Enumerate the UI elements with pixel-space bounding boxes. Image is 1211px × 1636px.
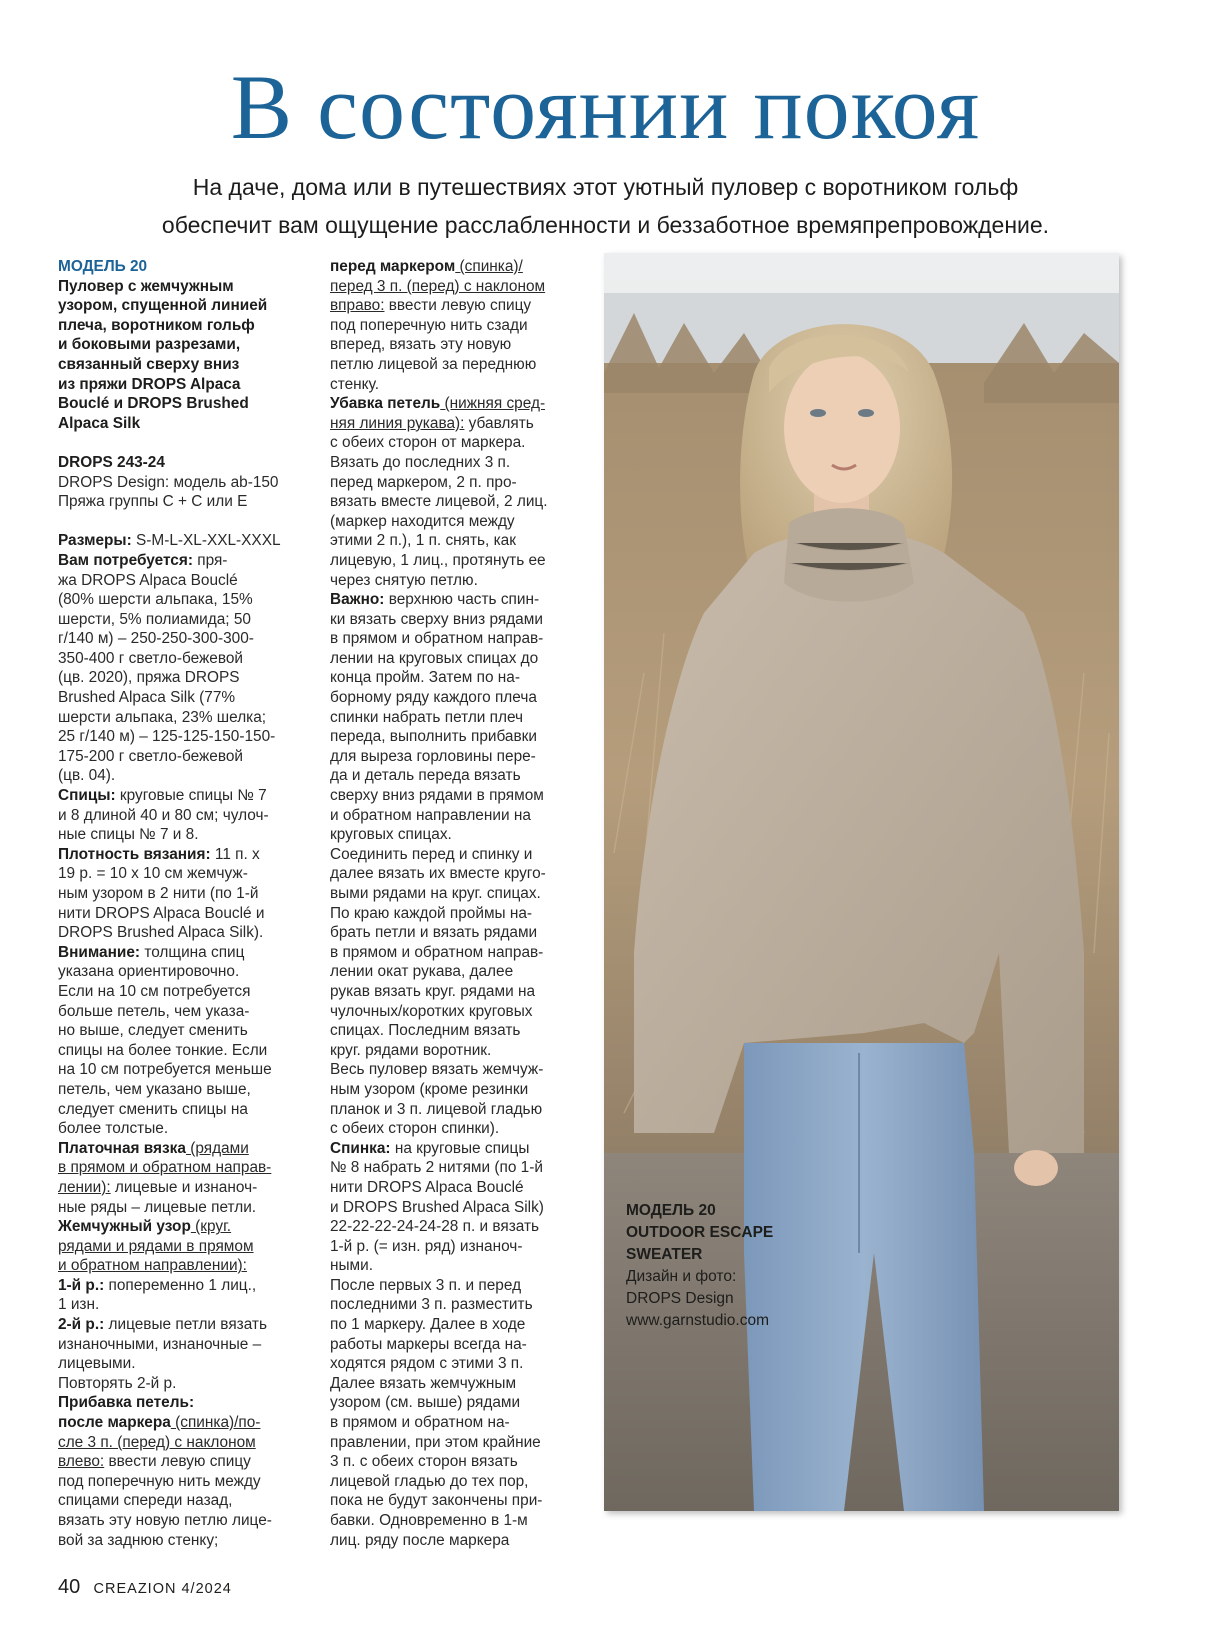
back-piece: Спинка: на круговые спицы № 8 набрать 2 нитями (по 1-й нити DROPS Alpaca Bouclé и DROPS Brushed Alpaca Silk) 22-22-22-24-24-28 п. и вязать 1-й р. (= изн. ряд) изнаноч- ными. После первых 3 п. и перед последними 3 п. разместить по 1 маркеру. Далее в ходе работы маркеры всегда на- ходятся рядом с этими 3 п. Далее вязать жемчужным узором (см. выше) рядами в прямом и обратном на- правлении, при этом крайние 3 п. с обеих сторон вязать лицевой гладью до тех пор, пока не будут закончены при- бавки. Одновременно в 1-м лиц. ряду после маркера bbox=[330, 1139, 544, 1549]
page-number: 40 bbox=[58, 1576, 81, 1598]
row-2: 2-й р.: лицевые петли вязать изнаночными, изнаночные – лицевыми. Повторять 2-й р. bbox=[58, 1316, 267, 1392]
lead-paragraph bbox=[100, 168, 1111, 244]
caption-url[interactable]: www.garnstudio.com bbox=[626, 1312, 770, 1329]
row-1: 1-й р.: попеременно 1 лиц., 1 изн. bbox=[58, 1276, 257, 1314]
text-column-1 bbox=[58, 257, 308, 1550]
lead-line: обеспечит вам ощущение расслабленности и беззаботное времяпрепровождение. bbox=[161, 212, 1050, 238]
caption-brand: DROPS Design bbox=[626, 1290, 734, 1307]
seed-stitch: Жемчужный узор (круг. рядами и рядами в прямом и обратном направлении): bbox=[58, 1218, 254, 1275]
gauge: Плотность вязания: 11 п. х 19 р. = 10 х 10 см жемчуж- ным узором в 2 нити (по 1-й нити DROPS Alpaca Bouclé и DROPS Brushed Alpaca Silk). bbox=[58, 845, 265, 942]
lead-line: На даче, дома или в путешествиях этот уютный пуловер с воротником гольф bbox=[192, 174, 1019, 200]
sizes: Размеры: S-M-L-XL-XXL-XXXL bbox=[58, 532, 281, 550]
magazine-issue: CREAZION 4/2024 bbox=[93, 1581, 232, 1597]
model-subtitle: Пуловер с жемчужным узором, спущенной линией плеча, воротником гольф и боковыми разрезами, связанный сверху вниз из пряжи DROPS Alpaca Bouclé и DROPS Brushed Alpaca Silk bbox=[58, 277, 268, 432]
caption-model: МОДЕЛЬ 20 bbox=[626, 1202, 716, 1219]
important: Важно: верхнюю часть спин- ки вязать сверху вниз рядами в прямом и обратном направ- лении на круговых спицах до конца пройм. Затем по на- борному ряду каждого плеча спинки набрать петли плеч переда, выполнить прибавки для выреза горловины пере- да и деталь переда вязать сверху вниз рядами в прямом и обратном направлении на круговых спицах. Соединить перед и спинку и далее вязать их вместе круго- выми рядами на круг. спицах. По краю каждой проймы на- брать петли и вязать рядами в прямом и обратном направ- лении окат рукава, далее рукав вязать круг. рядами на чулочных/коротких круговых спицах. Последним вязать круг. рядами воротник. Весь пуловер вязать жемчуж- ным узором (кроме резинки планок и 3 п. лицевой гладью с обеих сторон спинки). bbox=[330, 591, 546, 1138]
caption-name-1: OUTDOOR ESCAPE bbox=[626, 1224, 774, 1241]
text-column-2 bbox=[330, 257, 578, 1550]
attention: Внимание: толщина спиц указана ориентировочно. Если на 10 см потребуется больше петель, чем указа- но выше, следует сменить спицы на более тонкие. Если на 10 см потребуется меньше петель, чем указано выше, следует сменить спицы на более толстые. bbox=[58, 943, 272, 1138]
caption-credit: Дизайн и фото: bbox=[626, 1268, 737, 1285]
increase-right: перед маркером (спинка)/ перед 3 п. (перед) с наклоном вправо: ввести левую спицу под поперечную нить сзади вперед, вязать эту новую петлю лицевой за переднюю стенку. bbox=[330, 258, 546, 393]
decrease: Убавка петель (нижняя сред- няя линия рукава): убавлять с обеих сторон от маркера. Вязать до последних 3 п. перед маркером, 2 п. про- вязать вместе лицевой, 2 лиц. (маркер находится между этими 2 п.), 1 п. снять, как лицевую, 1 лиц., протянуть ее через снятую петлю. bbox=[330, 395, 548, 589]
caption-name-2: SWEATER bbox=[626, 1246, 703, 1263]
garter-stitch: Платочная вязка (рядами в прямом и обратном направ- лении): лицевые и изнаноч- ные ряды – лицевые петли. bbox=[58, 1139, 272, 1216]
model-number: МОДЕЛЬ 20 bbox=[58, 258, 148, 275]
design-info: DROPS Design: модель ab-150 Пряжа группы C + C или E bbox=[58, 473, 279, 511]
materials: Вам потребуется: пря- жа DROPS Alpaca Bouclé (80% шерсти альпака, 15% шерсти, 5% полиамида; 50 г/140 м) – 250-250-300-300- 350-400 г светло-бежевой (цв. 2020), пряжа DROPS Brushed Alpaca Silk (77% шерсти альпака, 23% шелка; 25 г/140 м) – 125-125-150-150- 175-200 г светло-бежевой (цв. 04). bbox=[58, 551, 276, 785]
page-footer bbox=[58, 1576, 232, 1599]
pattern-code: DROPS 243-24 bbox=[58, 453, 165, 471]
needles: Спицы: круговые спицы № 7 и 8 длиной 40 и 80 см; чулоч- ные спицы № 7 и 8. bbox=[58, 787, 269, 844]
page-title: В состоянии покоя bbox=[230, 56, 981, 158]
photo-caption bbox=[626, 1200, 773, 1332]
increase: Прибавка петель: после маркера (спинка)/по- сле 3 п. (перед) с наклоном влево: ввести левую спицу под поперечную нить между спицами спереди назад, вязать эту новую петлю лице- вой за заднюю стенку; bbox=[58, 1394, 272, 1549]
